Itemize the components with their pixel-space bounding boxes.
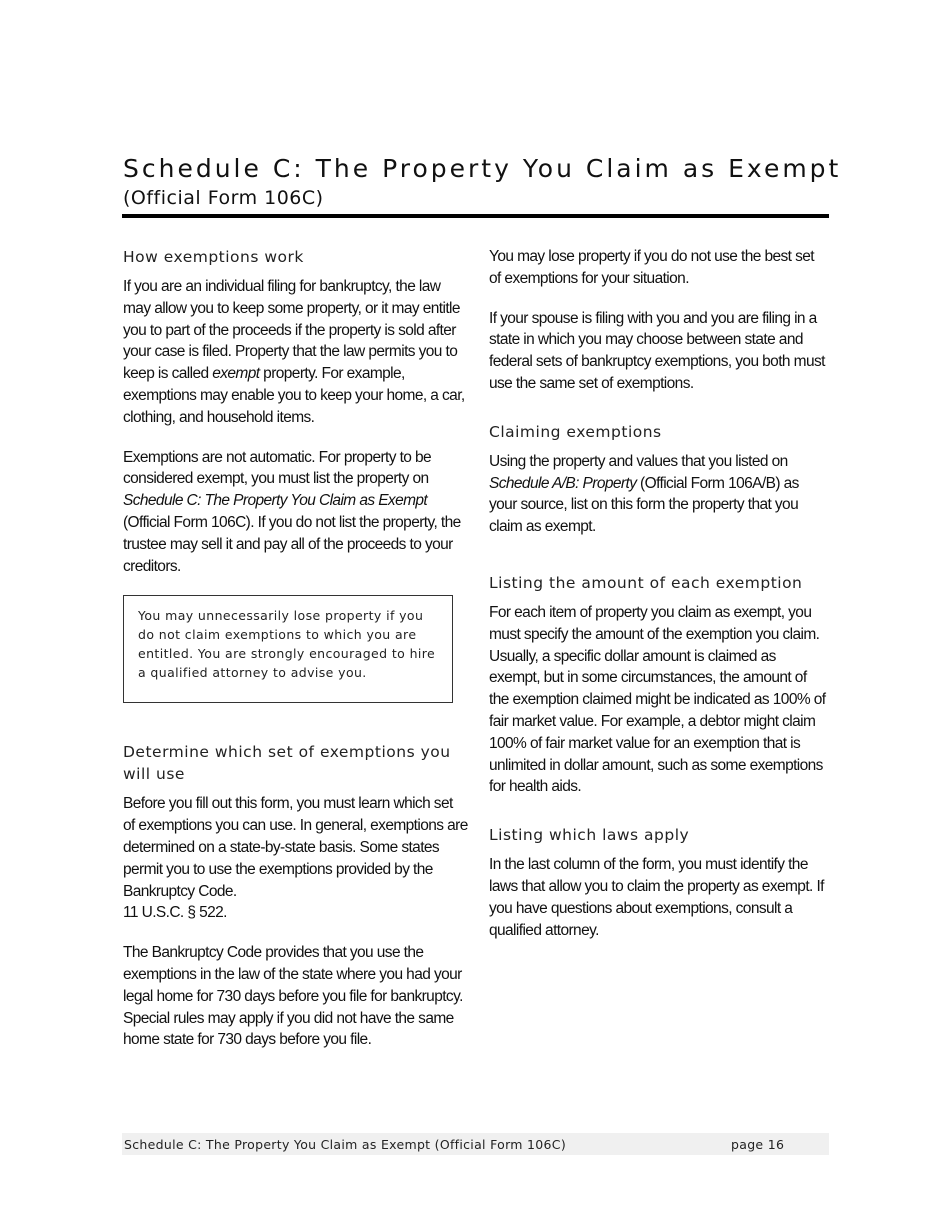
term-exempt: exempt	[212, 365, 260, 383]
heading-listing-laws: Listing which laws apply	[489, 826, 690, 845]
right-column	[489, 246, 829, 941]
left-column	[123, 246, 468, 1051]
paragraph-learn-exemptions: Before you fill out this form, you must learn which set of exemptions you can use. In general, exemptions are determined on a state-by-state basis. Some states permit you to use the exemptions provided by the Bankruptcy Code. 11 U.S.C. § 522.	[123, 795, 468, 922]
heading-how-exemptions-work: How exemptions work	[123, 248, 304, 266]
paragraph-lose-property: You may lose property if you do not use the best set of exemptions for your situation.	[489, 248, 814, 287]
page-title: Schedule C: The Property You Claim as Exempt	[123, 154, 842, 183]
paragraph-specify-amount: For each item of property you claim as exempt, you must specify the amount of the exemption you claim. Usually, a specific dollar amount is claimed as exempt, but in some circumstances, the amount of the exemption claimed might be indicated as 100% of fair market value. For example, a debtor might claim 100% of fair market value for an exemption that is unlimited in dollar amount, such as some exemptions for health aids.	[489, 603, 826, 796]
paragraph-not-automatic: Exemptions are not automatic. For property to be considered exempt, you must list the property on Schedule C: The Property You Claim as Exempt (Official Form 106C). If you do not list the property, the trustee may sell it and pay all of the proceeds to your creditors.	[123, 448, 461, 575]
footer-form-title: Schedule C: The Property You Claim as Exempt (Official Form 106C)	[124, 1137, 567, 1152]
paragraph-730-days: The Bankruptcy Code provides that you use the exemptions in the law of the state where you had your legal home for 730 days before you file for bankruptcy. Special rules may apply if you did not have the same home state for 730 days before you file.	[123, 944, 463, 1049]
schedule-c-reference: Schedule C: The Property You Claim as Exempt	[123, 492, 428, 510]
heading-determine-exemptions: Determine which set of exemptions you will use	[123, 743, 451, 784]
page-footer	[122, 1133, 829, 1155]
paragraph-exemptions-intro: If you are an individual filing for bankruptcy, the law may allow you to keep some property, or it may entitle you to part of the proceeds if the property is sold after your case is filed. Property that the law permits you to keep is called exempt property. For example, exemptions may enable you to keep your home, a car, clothing, and household items.	[123, 278, 465, 426]
title-rule	[122, 214, 829, 218]
paragraph-using-values: Using the property and values that you listed on Schedule A/B: Property (Official Form 106A/B) as your source, list on this form the property that you claim as exempt.	[489, 452, 799, 536]
paragraph-spouse-filing: If your spouse is filing with you and you are filing in a state in which you may choose between state and federal sets of bankruptcy exemptions, you both must use the same set of exemptions.	[489, 309, 825, 392]
attorney-notice-box: You may unnecessarily lose property if you do not claim exemptions to which you are entitled. You are strongly encouraged to hire a qualified attorney to advise you.	[123, 595, 453, 703]
heading-claiming-exemptions: Claiming exemptions	[489, 422, 662, 441]
form-number: (Official Form 106C)	[123, 187, 324, 209]
paragraph-identify-laws: In the last column of the form, you must identify the laws that allow you to claim the property as exempt. If you have questions about exemptions, consult a qualified attorney.	[489, 856, 824, 939]
page-number: page 16	[731, 1137, 785, 1152]
schedule-ab-reference: Schedule A/B: Property	[489, 474, 637, 492]
usc-citation: 11 U.S.C. § 522.	[123, 904, 227, 922]
heading-listing-amount: Listing the amount of each exemption	[489, 573, 803, 592]
